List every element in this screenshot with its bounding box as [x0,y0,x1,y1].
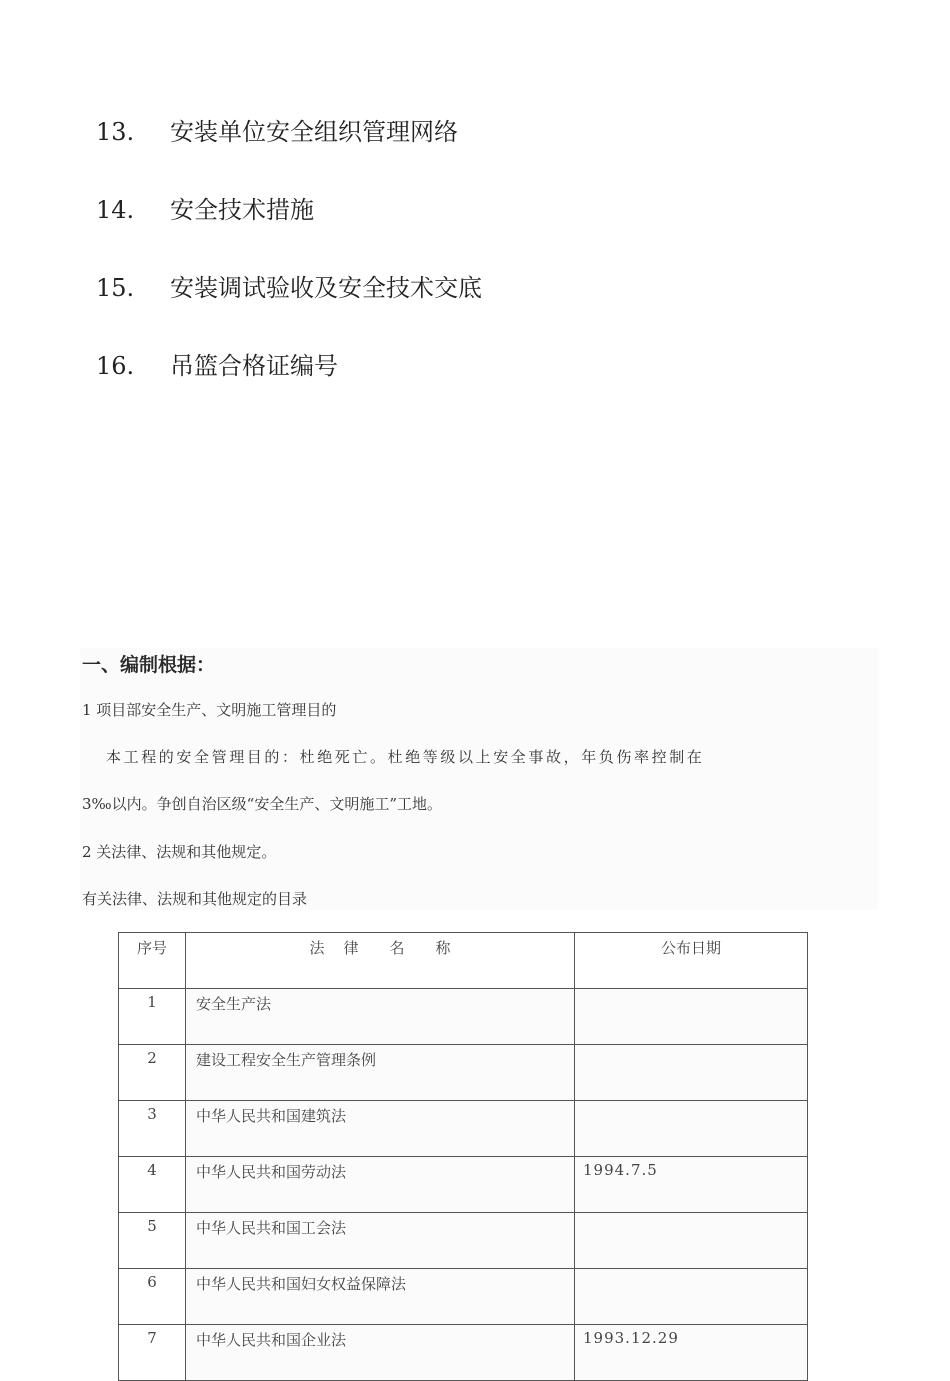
table-row [119,1045,808,1101]
cell-no: 5 [119,1213,186,1269]
cell-date: 1994.7.5 [575,1157,808,1213]
laws-table [118,932,808,1381]
cell-name: 建设工程安全生产管理条例 [186,1045,575,1101]
paragraph-goal-text: 本工程的安全管理目的：杜绝死亡。杜绝等级以上安全事故，年负伤率控制在 [106,748,705,766]
toc-text: 吊篮合格证编号 [170,352,338,380]
header-name-char: 称 [435,939,451,957]
cell-date [575,989,808,1045]
section-heading: 一、编制根据： [82,654,216,676]
cell-date [575,1213,808,1269]
table-row [119,1269,808,1325]
cell-name: 中华人民共和国妇女权益保障法 [186,1269,575,1325]
toc-item [96,112,482,190]
table-row [119,1213,808,1269]
header-name-char: 名 [389,939,405,957]
cell-name: 中华人民共和国企业法 [186,1325,575,1381]
cell-no: 1 [119,989,186,1045]
toc-text: 安装单位安全组织管理网络 [170,118,458,146]
cell-no: 3 [119,1101,186,1157]
cell-name: 安全生产法 [186,989,575,1045]
cell-date [575,1101,808,1157]
cell-name: 中华人民共和国劳动法 [186,1157,575,1213]
cell-date [575,1269,808,1325]
cell-no: 4 [119,1157,186,1213]
cell-no: 6 [119,1269,186,1325]
paragraph-goal-text-cont: 3‰以内。争创自治区级“安全生产、文明施工”工地。 [82,795,443,813]
toc-item [96,190,482,268]
cell-date: 1993.12.29 [575,1325,808,1381]
header-name [186,933,575,989]
header-name-char: 法 [309,939,325,957]
toc-list [96,112,482,424]
cell-date [575,1045,808,1101]
cell-name: 中华人民共和国建筑法 [186,1101,575,1157]
basis-section [80,648,878,910]
toc-text: 安装调试验收及安全技术交底 [170,274,482,302]
toc-number: 13. [96,118,135,146]
toc-text: 安全技术措施 [170,196,314,224]
cell-name: 中华人民共和国工会法 [186,1213,575,1269]
table-row [119,1101,808,1157]
header-date: 公布日期 [575,933,808,989]
cell-no: 2 [119,1045,186,1101]
toc-number: 14. [96,196,135,224]
toc-item [96,268,482,346]
table-row [119,1157,808,1213]
paragraph-goal-title: 1 项目部安全生产、文明施工管理目的 [82,701,337,719]
header-no: 序号 [119,933,186,989]
cell-no: 7 [119,1325,186,1381]
paragraph-laws-list-intro: 有关法律、法规和其他规定的目录 [82,890,308,908]
header-name-char: 律 [343,939,359,957]
toc-item [96,346,482,424]
table-header-row [119,933,808,989]
paragraph-laws-title: 2 关法律、法规和其他规定。 [82,843,277,861]
table-row [119,1325,808,1381]
table-row [119,989,808,1045]
toc-number: 16. [96,352,135,380]
toc-number: 15. [96,274,135,302]
